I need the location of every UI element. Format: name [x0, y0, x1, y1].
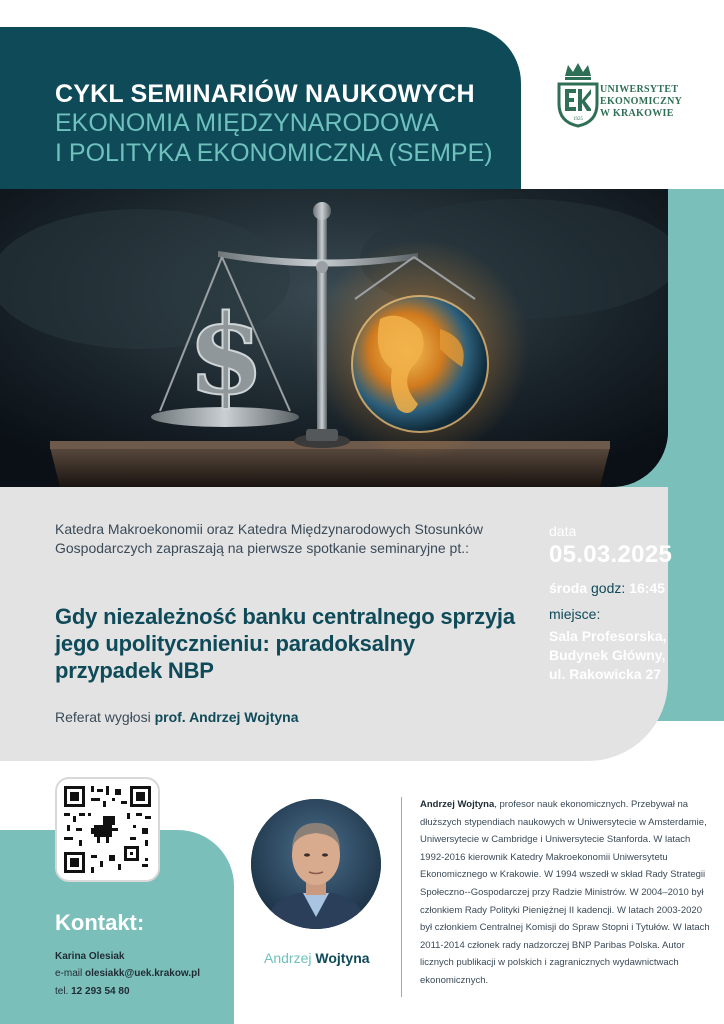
scales-dollar-globe-image	[0, 189, 668, 487]
qr-code[interactable]	[55, 777, 160, 882]
speaker-portrait	[251, 799, 381, 929]
bio-text: , profesor nauk ekonomicznych. Przebywał na dłuższych stypendiach naukowych w Uniwersytecie w Amsterdamie, Uniwersytecie w Cambridge i Uniwersytecie Stanforda. W latach 1992-2016 kierownik Katedry Makroekonomii Uniwersytetu Ekonomicznego w Krakowie. W 1994 wszedł w skład Rady Strategii Społeczno--Gospodarczej przy Radzie Ministrów. W 2004–2010 był członkiem Rady Polityki Pieniężnej II kadencji. W latach 2003-2020 był członkiem Centralnej Komisji do Spraw Stopni i Tytułów. W latach 2011-2014 członek rady nadzorczej BNP Paribas Polska. Autor licznych publikacji w polskich i zagranicznych wydawnictwach ekonomicznych.	[420, 799, 710, 986]
bio-divider	[401, 797, 402, 997]
time-label: godz:	[591, 580, 626, 596]
bio-name: Andrzej Wojtyna	[420, 799, 495, 810]
qr-code-icon	[64, 786, 151, 873]
email-label: e-mail	[55, 968, 83, 979]
event-date: 05.03.2025	[549, 541, 673, 568]
university-name-line2: EKONOMICZNY	[600, 96, 683, 107]
hero-image	[0, 189, 668, 487]
contact-phone[interactable]: 12 293 54 80	[71, 986, 130, 997]
svg-text:$: $	[187, 290, 265, 419]
date-label: data	[549, 523, 577, 539]
place-label: miejsce:	[549, 606, 601, 622]
lecture-title: Gdy niezależność banku centralnego sprzyja jego upolitycznieniu: paradoksalny przypadek NBP	[55, 604, 515, 683]
event-place	[549, 627, 667, 684]
contact-name: Karina Olesiak	[55, 951, 125, 962]
invitation-intro: Katedra Makroekonomii oraz Katedra Międzynarodowych Stosunków Gospodarczych zapraszają na pierwsze spotkanie seminaryjne pt.:	[55, 521, 483, 556]
tel-label: tel.	[55, 986, 69, 997]
speaker-photo	[251, 799, 381, 929]
series-subtitle-line1: EKONOMIA MIĘDZYNARODOWA	[55, 109, 439, 137]
contact-phone-line	[55, 986, 130, 997]
university-name-line1: UNIWERSYTET	[600, 84, 679, 95]
university-name	[600, 84, 682, 120]
portrait-first-name: Andrzej	[264, 950, 312, 966]
contact-email[interactable]: olesiakk@uek.krakow.pl	[85, 968, 201, 979]
place-line1: Sala Profesorska,	[549, 628, 667, 644]
speaker-prefix: Referat wygłosi	[55, 709, 151, 725]
speaker-line	[55, 709, 298, 725]
university-crest-icon	[557, 62, 599, 128]
series-title: CYKL SEMINARIÓW NAUKOWYCH	[55, 80, 475, 108]
place-line2: Budynek Główny,	[549, 647, 666, 663]
contact-email-line	[55, 968, 200, 979]
contact-title: Kontakt:	[55, 910, 145, 935]
portrait-last-name: Wojtyna	[315, 950, 370, 966]
speaker-name: prof. Andrzej Wojtyna	[154, 709, 299, 725]
day-time-line	[549, 580, 665, 596]
university-name-line3: W KRAKOWIE	[600, 108, 674, 119]
portrait-caption	[264, 950, 370, 966]
event-day: środa	[549, 580, 588, 596]
speaker-bio	[420, 796, 710, 990]
svg-text:1925: 1925	[573, 117, 583, 122]
event-time: 16:45	[629, 580, 665, 596]
series-subtitle-line2: I POLITYKA EKONOMICZNA (SEMPE)	[55, 139, 493, 167]
place-line3: ul. Rakowicka 27	[549, 666, 662, 682]
